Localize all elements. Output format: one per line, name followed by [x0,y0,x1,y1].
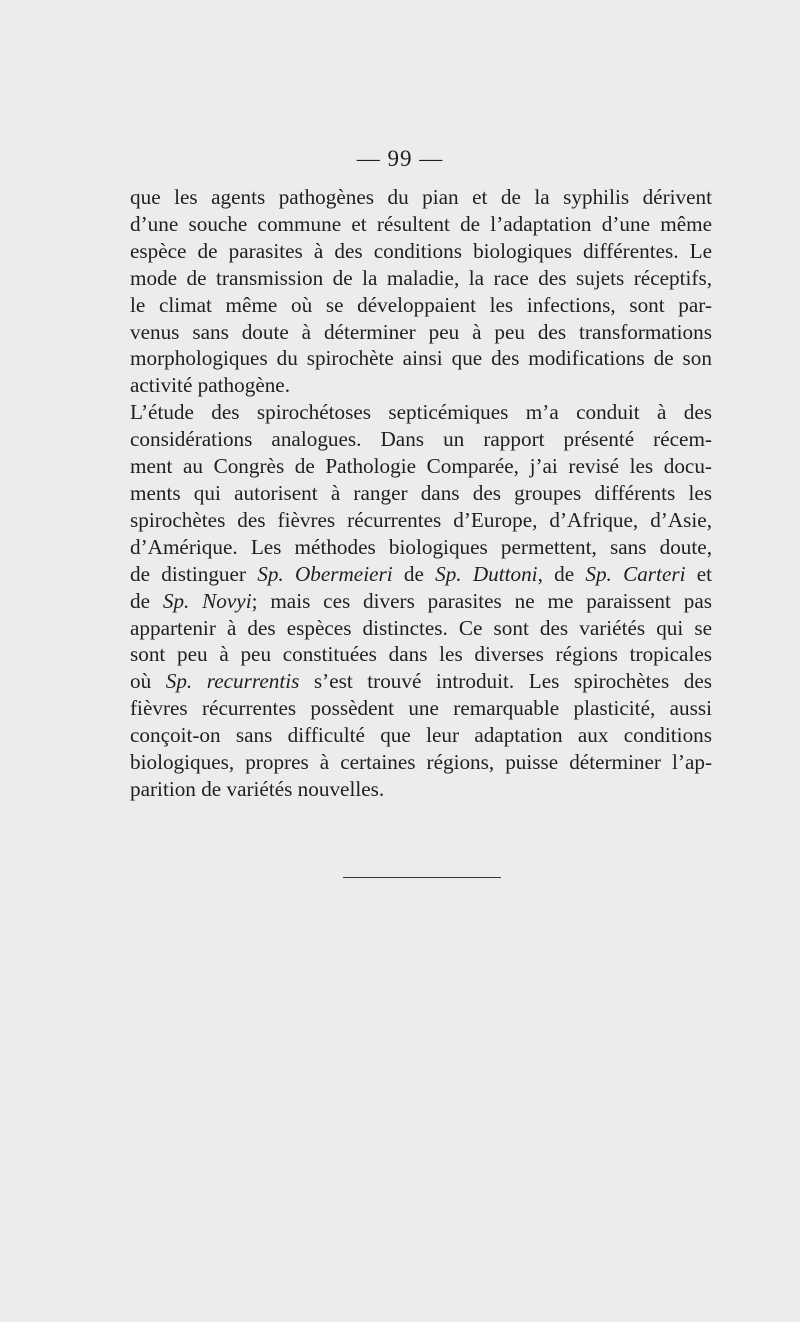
text-line: L’étude des spirochétoses septicémiques m’a conduit à des [130,400,712,425]
text-line [130,588,712,615]
text-run: de [392,561,436,586]
text-line: ment au Congrès de Pathologie Comparée, j’ai revisé les docu- [130,454,712,479]
text-line [130,561,712,588]
text-run: s’est trouvé introduit. Les spirochètes des [299,669,712,694]
text-line: venus sans doute à déterminer peu à peu des transformations [130,319,712,344]
text-line: appartenir à des espèces distinctes. Ce sont des variétés qui se [130,615,712,640]
species-name: Sp. Duttoni [435,561,538,586]
text-line: le climat même où se développaient les infections, sont par- [130,292,712,317]
text-line: spirochètes des fièvres récurrentes d’Europe, d’Afrique, d’Asie, [130,507,712,532]
closing-rule [343,877,501,878]
text-line: mode de transmission de la maladie, la race des sujets réceptifs, [130,265,712,290]
text-line: parition de variétés nouvelles. [130,776,385,801]
text-line: morphologiques du spirochète ainsi que des modifications de son [130,346,712,371]
species-name: Sp. Obermeieri [257,561,393,586]
text-line: activité pathogène. [130,373,291,398]
text-line: ments qui autorisent à ranger dans des groupes différents les [130,480,712,505]
text-line [130,668,712,695]
text-line: d’Amérique. Les méthodes biologiques permettent, sans doute, [130,534,712,559]
text-line: fièvres récurrentes possèdent une remarquable plasticité, aussi [130,696,712,721]
paragraph-2 [130,399,712,803]
species-name: Sp. recurrentis [165,669,300,694]
text-line: sont peu à peu constituées dans les diverses régions tropicales [130,642,712,667]
text-run: de distinguer [130,561,258,586]
text-run: de [130,588,163,613]
text-run: et [685,561,713,586]
text-line: d’une souche commune et résultent de l’adaptation d’une même [130,211,712,236]
text-line: biologiques, propres à certaines régions, puisse déterminer l’ap- [130,750,712,775]
text-line: que les agents pathogènes du pian et de la syphilis dérivent [130,185,712,209]
species-name: Sp. Novyi [162,588,252,613]
text-run: ; mais ces divers parasites ne me paraissent pas [251,588,712,613]
text-line: conçoit-on sans difficulté que leur adaptation aux conditions [130,723,712,748]
text-run: où [130,669,166,694]
body-text [130,184,712,803]
paragraph-1 [130,184,712,399]
text-line: espèce de parasites à des conditions biologiques différentes. Le [130,238,712,263]
page-number: — 99 — [356,146,444,171]
text-run: , de [537,561,586,586]
text-line: considérations analogues. Dans un rapport présenté récem- [130,427,712,452]
species-name: Sp. Carteri [585,561,686,586]
